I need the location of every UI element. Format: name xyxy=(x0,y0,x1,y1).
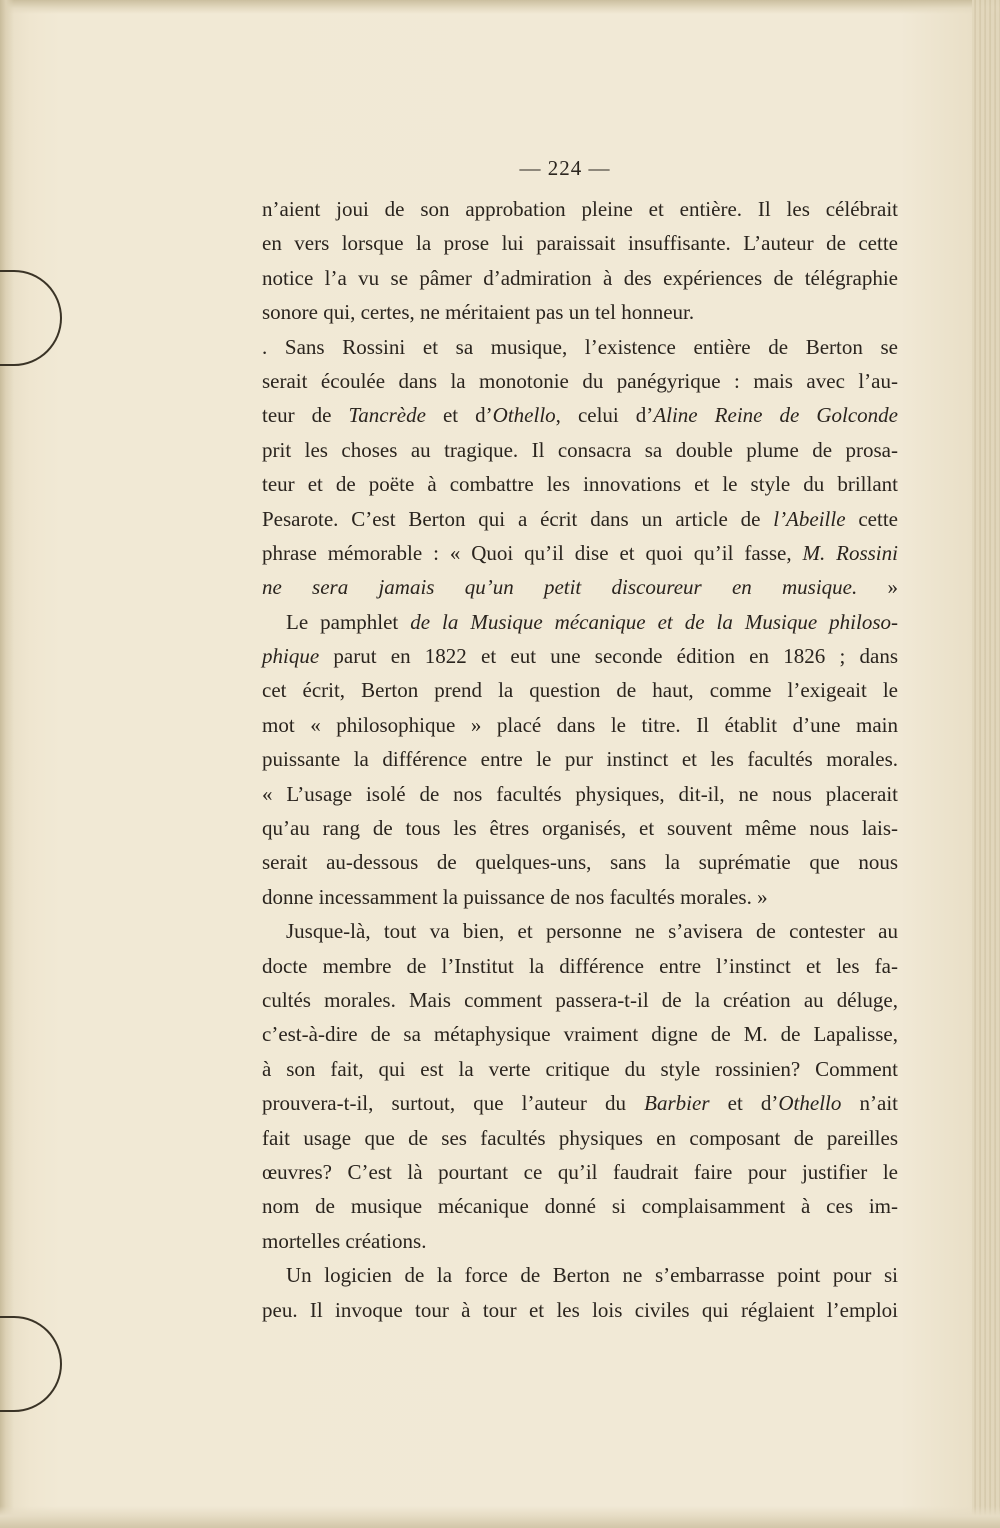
text-line xyxy=(262,673,898,707)
text-line xyxy=(262,845,898,879)
text-run: Pesarote. C’est Berton qui a écrit dans un article de xyxy=(262,506,774,531)
paragraph xyxy=(262,330,898,605)
text-line xyxy=(262,364,898,398)
body-text xyxy=(262,192,898,1327)
italic-text: ne sera jamais qu’un petit discoureur en musique. xyxy=(262,575,858,600)
italic-text: Othello xyxy=(778,1091,842,1116)
text-run: œuvres? C’est là pourtant ce qu’il faudrait faire pour justifier le xyxy=(262,1159,898,1184)
text-run: à son fait, qui est la verte critique du style rossinien? Comment xyxy=(262,1056,898,1081)
italic-text: M. Rossini xyxy=(802,540,898,565)
page-stack-right-edge xyxy=(972,0,1000,1528)
text-line xyxy=(262,708,898,742)
text-line xyxy=(262,605,898,639)
text-line xyxy=(262,570,898,604)
text-line xyxy=(262,295,898,329)
text-run: notice l’a vu se pâmer d’admiration à des expériences de télégraphie xyxy=(262,265,898,290)
text-run: teur et de poëte à combattre les innovations et le style du brillant xyxy=(262,472,898,497)
text-run: nom de musique mécanique donné si complaisamment à ces im- xyxy=(262,1194,898,1219)
text-run: en vers lorsque la prose lui paraissait insuffisante. L’auteur de cette xyxy=(262,231,898,256)
binding-hole-top xyxy=(0,270,62,366)
italic-text: de la Musique mécanique et de la Musique philoso- xyxy=(410,609,898,634)
page-top-edge xyxy=(0,0,1000,14)
text-run: c’est-à-dire de sa métaphysique vraiment digne de M. de Lapalisse, xyxy=(262,1022,898,1047)
text-line xyxy=(262,1189,898,1223)
text-run: Jusque-là, tout va bien, et personne ne s’avisera de contester au xyxy=(286,919,898,944)
text-line xyxy=(262,1086,898,1120)
text-run: prit les choses au tragique. Il consacra sa double plume de prosa- xyxy=(262,437,898,462)
text-line xyxy=(262,226,898,260)
text-line xyxy=(262,1017,898,1051)
text-run: teur de xyxy=(262,403,349,428)
text-run: fait usage que de ses facultés physiques en composant de pareilles xyxy=(262,1125,898,1150)
text-run: » xyxy=(857,575,899,600)
text-line xyxy=(262,1121,898,1155)
text-run: cette xyxy=(845,506,898,531)
text-run: . Sans Rossini et sa musique, l’existence entière de Berton se xyxy=(262,334,898,359)
text-run: et d’ xyxy=(425,403,493,428)
binding-hole-bottom xyxy=(0,1316,62,1412)
text-run: et d’ xyxy=(709,1091,779,1116)
text-run: sonore qui, certes, ne méritaient pas un tel honneur. xyxy=(262,300,695,325)
text-run: cultés morales. Mais comment passera-t-il de la création au déluge, xyxy=(262,987,898,1012)
text-line xyxy=(262,742,898,776)
text-line xyxy=(262,914,898,948)
text-run: peu. Il invoque tour à tour et les lois civiles qui réglaient l’emploi xyxy=(262,1297,898,1322)
page-bottom-edge xyxy=(0,1506,1000,1528)
paragraph xyxy=(262,192,898,330)
italic-text: Barbier xyxy=(644,1091,710,1116)
text-run: donne incessamment la puissance de nos facultés morales. » xyxy=(262,884,768,909)
italic-text: Othello xyxy=(492,403,556,428)
text-line xyxy=(262,536,898,570)
text-line xyxy=(262,261,898,295)
paragraph xyxy=(262,1258,898,1327)
text-line xyxy=(262,467,898,501)
page-left-edge xyxy=(0,0,14,1528)
text-line xyxy=(262,949,898,983)
text-run: docte membre de l’Institut la différence entre l’instinct et les fa- xyxy=(262,953,898,978)
text-run: prouvera-t-il, surtout, que l’auteur du xyxy=(262,1091,645,1116)
italic-text: Aline Reine de Golconde xyxy=(653,403,899,428)
text-run: mortelles créations. xyxy=(262,1228,427,1253)
text-run: mot « philosophique » placé dans le titre. Il établit d’une main xyxy=(262,712,898,737)
text-run: puissante la différence entre le pur instinct et les facultés morales. xyxy=(262,747,898,772)
text-run: qu’au rang de tous les êtres organisés, et souvent même nous lais- xyxy=(262,816,898,841)
text-run: n’aient joui de son approbation pleine et entière. Il les célébrait xyxy=(262,197,898,221)
paragraph xyxy=(262,605,898,915)
text-line xyxy=(262,398,898,432)
paragraph xyxy=(262,914,898,1258)
italic-text: phique xyxy=(262,644,320,669)
text-line xyxy=(262,433,898,467)
text-line xyxy=(262,1155,898,1189)
text-line xyxy=(262,1224,898,1258)
text-run: Un logicien de la force de Berton ne s’embarrasse point pour si xyxy=(286,1263,898,1288)
text-line xyxy=(262,502,898,536)
text-line xyxy=(262,1293,898,1327)
text-run: phrase mémorable : « Quoi qu’il dise et quoi qu’il fasse, xyxy=(262,540,803,565)
page-number: — 224 — xyxy=(519,156,611,180)
text-line xyxy=(262,330,898,364)
italic-text: Tancrède xyxy=(348,403,426,428)
text-line xyxy=(262,192,898,226)
text-run: cet écrit, Berton prend la question de haut, comme l’exigeait le xyxy=(262,678,898,703)
text-run: , celui d’ xyxy=(555,403,654,428)
text-line xyxy=(262,1052,898,1086)
text-line xyxy=(262,777,898,811)
text-line xyxy=(262,1258,898,1292)
text-run: « L’usage isolé de nos facultés physiques, dit-il, ne nous placerait xyxy=(262,781,898,806)
text-run: serait au-dessous de quelques-uns, sans la suprématie que nous xyxy=(262,850,898,875)
text-line xyxy=(262,811,898,845)
text-line xyxy=(262,983,898,1017)
text-line xyxy=(262,639,898,673)
text-run: Le pamphlet xyxy=(286,609,411,634)
text-line xyxy=(262,880,898,914)
text-run: serait écoulée dans la monotonie du panégyrique : mais avec l’au- xyxy=(262,368,898,393)
italic-text: l’Abeille xyxy=(773,506,846,531)
text-run: parut en 1822 et eut une seconde édition en 1826 ; dans xyxy=(319,644,898,669)
text-run: n’ait xyxy=(841,1091,898,1116)
